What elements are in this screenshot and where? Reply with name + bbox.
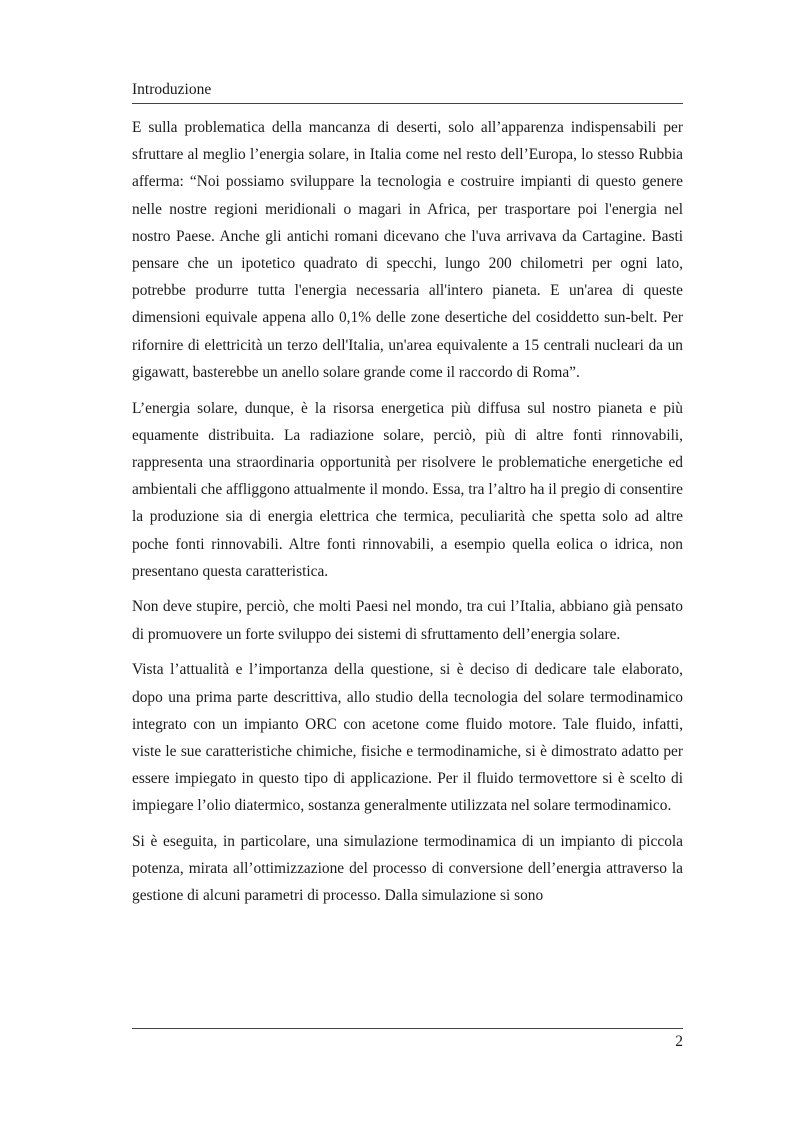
paragraph: E sulla problematica della mancanza di deserti, solo all’apparenza indispensabili per sfruttare al meglio l’energia solare, in Italia come nel resto dell’Europa, lo stesso Rubbia afferma: “Noi possiamo sviluppare la tecnologia e costruire impianti di questo genere nelle nostre regioni meridionali o magari in Africa, per trasportare poi l'energia nel nostro Paese. Anche gli antichi romani dicevano che l'uva arrivava da Cartagine. Basti pensare che un ipotetico quadrato di specchi, lungo 200 chilometri per ogni lato, potrebbe produrre tutta l'energia necessaria all'intero pianeta. E un'area di queste dimensioni equivale appena allo 0,1% delle zone desertiche del cosiddetto sun-belt. Per rifornire di elettricità un terzo dell'Italia, un'area equivalente a 15 centrali nucleari da un gigawatt, basterebbe un anello solare grande come il raccordo di Roma”. <box>132 119 683 381</box>
header-rule <box>132 103 683 104</box>
paragraph: Non deve stupire, perciò, che molti Paesi nel mondo, tra cui l’Italia, abbiano già pensato di promuovere un forte sviluppo dei sistemi di sfruttamento dell’energia solare. <box>132 598 683 643</box>
paragraph: Vista l’attualità e l’importanza della questione, si è deciso di dedicare tale elaborato, dopo una prima parte descrittiva, allo studio della tecnologia del solare termodinamico integrato con un impianto ORC con acetone come fluido motore. Tale fluido, infatti, viste le sue caratteristiche chimiche, fisiche e termodinamiche, si è dimostrato adatto per essere impiegato in questo tipo di applicazione. Per il fluido termovettore si è scelto di impiegare l’olio diatermico, sostanza generalmente utilizzata nel solare termodinamico. <box>132 661 683 815</box>
footer-rule <box>132 1028 683 1029</box>
running-header-title: Introduzione <box>132 81 212 98</box>
page-number: 2 <box>675 1033 683 1050</box>
paragraph: Si è eseguita, in particolare, una simulazione termodinamica di un impianto di piccola potenza, mirata all’ottimizzazione del processo di conversione dell’energia attraverso la gestione di alcuni parametri di processo. Dalla simulazione si sono <box>132 833 683 905</box>
body-text <box>132 114 683 918</box>
paragraph: L’energia solare, dunque, è la risorsa energetica più diffusa sul nostro pianeta e più equamente distribuita. La radiazione solare, perciò, più di altre fonti rinnovabili, rappresenta una straordinaria opportunità per risolvere le problematiche energetiche ed ambientali che affliggono attualmente il mondo. Essa, tra l’altro ha il pregio di consentire la produzione sia di energia elettrica che termica, peculiarità che spetta solo ad altre poche fonti rinnovabili. Altre fonti rinnovabili, a esempio quella eolica o idrica, non presentano questa caratteristica. <box>132 399 683 580</box>
